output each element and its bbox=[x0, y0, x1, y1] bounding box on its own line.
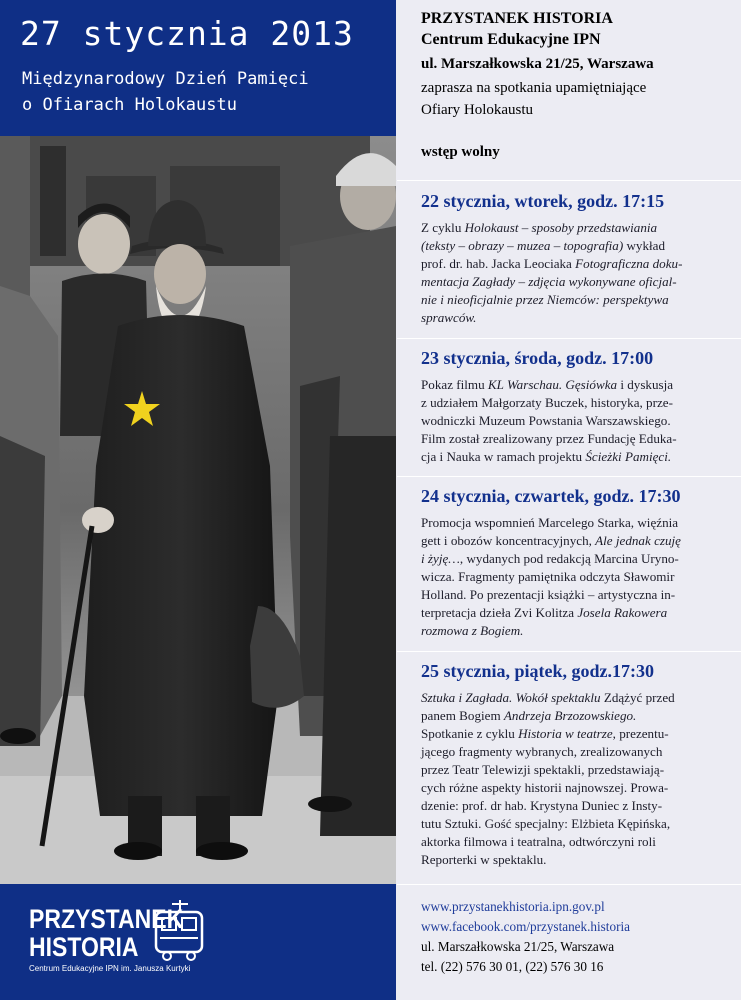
body-text: panem Bogiem bbox=[421, 708, 504, 723]
description-line bbox=[421, 376, 721, 394]
description-line bbox=[421, 309, 721, 327]
italic-text: nie i nieoficjalnie przez Niemców: perspektywa bbox=[421, 292, 669, 307]
section-divider bbox=[397, 180, 741, 181]
description-line bbox=[421, 448, 721, 466]
italic-text: rozmowa z Bogiem. bbox=[421, 623, 524, 638]
body-text: , prezentu- bbox=[612, 726, 669, 741]
italic-text: KL Warschau. Gęsiówka bbox=[487, 377, 618, 392]
event-2-description bbox=[421, 376, 721, 466]
body-text: cych różne aspekty historii najnowszej. Prowa- bbox=[421, 780, 669, 795]
body-text: tutu Sztuki. Gość specjalny: Elżbieta Kępińska, bbox=[421, 816, 671, 831]
description-line bbox=[421, 532, 721, 550]
event-2-date: 23 stycznia, środa, godz. 17:00 bbox=[421, 348, 654, 368]
description-line bbox=[421, 707, 721, 725]
body-text: Promocja wspomnień Marcelego Starka, więźnia bbox=[421, 515, 679, 530]
description-line bbox=[421, 291, 721, 309]
poster-date-title: 27 stycznia 2013 bbox=[20, 14, 354, 53]
event-1-description bbox=[421, 219, 721, 327]
body-text: Film został zrealizowany przez Fundację Eduka- bbox=[421, 431, 677, 446]
description-line bbox=[421, 219, 721, 237]
subtitle-line-1: Międzynarodowy Dzień Pamięci bbox=[22, 69, 309, 89]
description-line bbox=[421, 743, 721, 761]
italic-text: Andrzeja Brzozowskiego. bbox=[503, 708, 637, 723]
italic-text: (teksty – obrazy – muzea – topografia) bbox=[421, 238, 624, 253]
description-line bbox=[421, 725, 721, 743]
description-line bbox=[421, 622, 721, 640]
body-text: wodniczki Muzeum Powstania Warszawskiego. bbox=[421, 413, 671, 428]
body-text: prof. dr. hab. Jacka Leociaka bbox=[421, 256, 576, 271]
italic-text: Ale jednak czuję bbox=[595, 533, 681, 548]
body-text: wicza. Fragmenty pamiętnika odczyta Sławomir bbox=[421, 569, 675, 584]
description-line bbox=[421, 833, 721, 851]
facebook-link[interactable]: www.facebook.com/przystanek.historia bbox=[421, 919, 630, 934]
poster-header bbox=[0, 0, 396, 136]
italic-text: mentacja Zagłady – zdjęcia wykonywane oficjal- bbox=[421, 274, 677, 289]
body-text: Zdążyć przed bbox=[600, 690, 675, 705]
body-text: jącego fragmenty wybranych, zrealizowanych bbox=[421, 744, 663, 759]
description-line bbox=[421, 255, 721, 273]
body-text: dzenie: prof. dr hab. Krystyna Duniec z Insty- bbox=[421, 798, 663, 813]
section-divider bbox=[397, 884, 741, 885]
description-line bbox=[421, 412, 721, 430]
description-line bbox=[421, 815, 721, 833]
italic-text: Fotograficzna doku- bbox=[575, 256, 683, 271]
logo-wordmark-line-2: HISTORIA bbox=[29, 932, 139, 962]
italic-text: Ścieżki Pamięci. bbox=[585, 449, 672, 464]
description-line bbox=[421, 689, 721, 707]
description-line bbox=[421, 797, 721, 815]
org-center: Centrum Edukacyjne IPN bbox=[421, 31, 601, 48]
photo-illustration bbox=[0, 136, 396, 884]
description-line bbox=[421, 568, 721, 586]
contact-block bbox=[421, 897, 630, 977]
description-line bbox=[421, 237, 721, 255]
description-line bbox=[421, 394, 721, 412]
body-text: z udziałem Małgorzaty Buczek, historyka, prze- bbox=[421, 395, 673, 410]
body-text: , wydanych pod redakcją Marcina Uryno- bbox=[459, 551, 679, 566]
description-line bbox=[421, 273, 721, 291]
body-text: wykład bbox=[623, 238, 666, 253]
body-text: Pokaz filmu bbox=[421, 377, 488, 392]
logo-tagline: Centrum Edukacyjne IPN im. Janusza Kurtyki bbox=[29, 964, 191, 973]
event-4-description bbox=[421, 689, 721, 869]
invite-line-2: Ofiary Holokaustu bbox=[421, 102, 534, 118]
description-line bbox=[421, 761, 721, 779]
body-text: terpretacja dzieła Zvi Kolitza bbox=[421, 605, 578, 620]
italic-text: Holokaust – sposoby przedstawiania bbox=[464, 220, 658, 235]
free-entry: wstęp wolny bbox=[421, 144, 500, 160]
section-divider bbox=[397, 476, 741, 477]
org-name: PRZYSTANEK HISTORIA bbox=[421, 10, 613, 27]
body-text: Spotkanie z cyklu bbox=[421, 726, 519, 741]
event-3-description bbox=[421, 514, 721, 640]
body-text: i dyskusja bbox=[617, 377, 674, 392]
italic-text: sprawców. bbox=[421, 310, 477, 325]
description-line bbox=[421, 851, 721, 869]
description-line bbox=[421, 586, 721, 604]
event-4-date: 25 stycznia, piątek, godz.17:30 bbox=[421, 661, 654, 681]
description-line bbox=[421, 514, 721, 532]
body-text: Z cyklu bbox=[421, 220, 465, 235]
body-text: Reporterki w spektaklu. bbox=[421, 852, 547, 867]
italic-text: Historia w teatrze bbox=[518, 726, 613, 741]
body-text: Holland. Po prezentacji książki – artystyczna in- bbox=[421, 587, 676, 602]
description-line bbox=[421, 779, 721, 797]
body-text: cja i Nauka w ramach projektu bbox=[421, 449, 586, 464]
website-link[interactable]: www.przystanekhistoria.ipn.gov.pl bbox=[421, 899, 605, 914]
italic-text: Josela Rakowera bbox=[577, 605, 668, 620]
italic-text: Sztuka i Zagłada. Wokół spektaklu bbox=[421, 690, 601, 705]
description-line bbox=[421, 430, 721, 448]
contact-address: ul. Marszałkowska 21/25, Warszawa bbox=[421, 939, 615, 954]
poster-subtitle bbox=[22, 66, 309, 118]
org-address: ul. Marszałkowska 21/25, Warszawa bbox=[421, 56, 654, 72]
body-text: aktorka filmowa i teatralna, odtwórczyni roli bbox=[421, 834, 656, 849]
invite-line-1: zaprasza na spotkania upamiętniające bbox=[421, 80, 647, 96]
body-text: gett i obozów koncentracyjnych, bbox=[421, 533, 596, 548]
historical-photo bbox=[0, 136, 396, 884]
section-divider bbox=[397, 651, 741, 652]
subtitle-line-2: o Ofiarach Holokaustu bbox=[22, 95, 237, 115]
tram-icon bbox=[150, 898, 208, 962]
body-text: przez Teatr Telewizji spektakli, przedstawiają- bbox=[421, 762, 665, 777]
italic-text: i żyję… bbox=[421, 551, 460, 566]
description-line bbox=[421, 550, 721, 568]
event-3-date: 24 stycznia, czwartek, godz. 17:30 bbox=[421, 486, 681, 506]
contact-phone: tel. (22) 576 30 01, (22) 576 30 16 bbox=[421, 959, 604, 974]
logo-wordmark-line-1: PRZYSTANEK bbox=[29, 904, 184, 934]
event-1-date: 22 stycznia, wtorek, godz. 17:15 bbox=[421, 191, 665, 211]
section-divider bbox=[397, 338, 741, 339]
description-line bbox=[421, 604, 721, 622]
